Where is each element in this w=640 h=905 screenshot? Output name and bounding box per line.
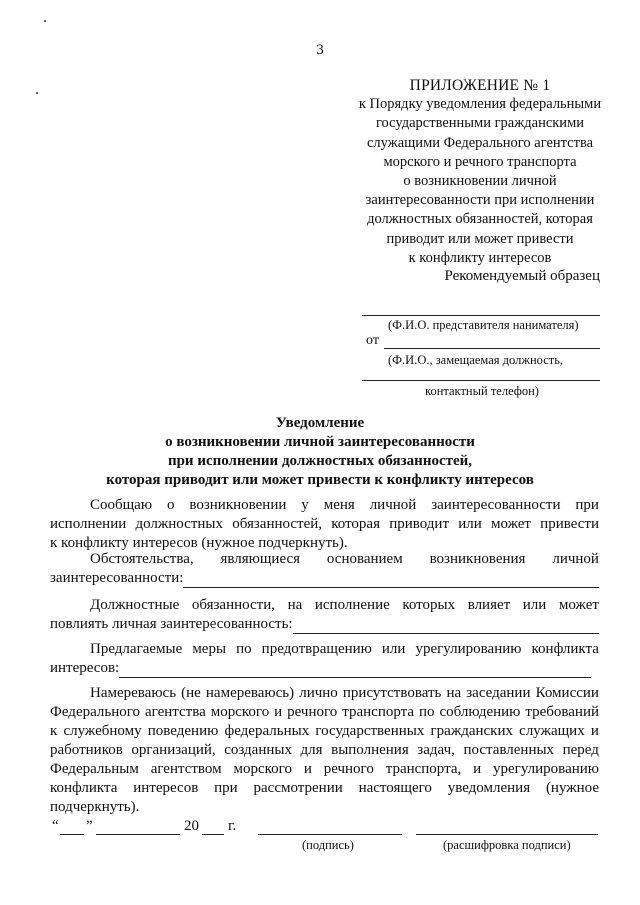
signature-decoding-caption: (расшифровка подписи) xyxy=(443,838,571,852)
word: личной xyxy=(552,551,599,567)
heading-line: о возникновении личной заинтересованности xyxy=(165,434,475,450)
word: конфликта xyxy=(531,641,599,657)
word: на xyxy=(446,685,462,701)
paragraph-line xyxy=(50,640,599,659)
word: на xyxy=(287,597,303,613)
page-number: 3 xyxy=(316,42,324,58)
employee-name-line[interactable] xyxy=(384,348,600,349)
word: личной xyxy=(369,497,417,513)
paragraph-line xyxy=(50,760,599,779)
word: о xyxy=(166,497,175,513)
paragraph-line xyxy=(50,515,599,534)
word: федеральных xyxy=(224,723,310,739)
paragraph-attendance xyxy=(50,684,599,817)
employee-position-caption: (Ф.И.О., замещаемая должность, xyxy=(388,353,564,367)
word: урегулированию xyxy=(493,761,599,777)
employer-name-line[interactable] xyxy=(362,315,600,316)
word: при xyxy=(575,497,599,513)
word: и xyxy=(274,704,283,720)
word: (нужное xyxy=(545,780,599,796)
word: служащих xyxy=(519,723,585,739)
word: к xyxy=(50,723,58,739)
word: соблюдению xyxy=(439,704,521,720)
paragraph-line xyxy=(50,550,599,569)
word: должностных xyxy=(135,516,223,532)
signature-caption: (подпись) xyxy=(302,838,354,852)
appendix-line: к Порядку уведомления федеральными xyxy=(358,96,602,113)
heading-line: которая приводит или может привести к конфликту интересов xyxy=(106,472,534,488)
appendix-line: к конфликту интересов xyxy=(408,249,552,266)
appendix-line: служащими Федерального агентства xyxy=(366,134,594,151)
word: речного xyxy=(323,761,374,777)
paragraph-line: к конфликту интересов (нужное подчеркнуть). xyxy=(50,535,348,551)
word: может xyxy=(490,516,531,532)
word: Федеральным xyxy=(50,761,139,777)
duties-label: повлиять личная заинтересованность: xyxy=(50,616,293,632)
word: настоящего xyxy=(358,780,432,796)
word: возникновения xyxy=(429,551,526,567)
notification-heading xyxy=(0,414,640,490)
word: поставленных xyxy=(463,742,555,758)
word: привести xyxy=(540,516,599,532)
appendix-title: ПРИЛОЖЕНИЕ № 1 xyxy=(409,77,551,94)
word: Федерального xyxy=(50,704,141,720)
paragraph-duties xyxy=(50,596,599,634)
word: исполнение xyxy=(314,597,390,613)
word: возникновении xyxy=(189,497,287,513)
word: которых xyxy=(402,597,456,613)
word: служебному xyxy=(63,723,142,739)
appendix-line: должностных обязанностей, которая xyxy=(367,211,593,228)
word: требований xyxy=(525,704,599,720)
word: задач, xyxy=(417,742,455,758)
date-open-quote: “ xyxy=(52,818,59,834)
word: Комиссии xyxy=(535,685,599,701)
contact-phone-caption: контактный телефон) xyxy=(425,384,539,398)
word: или xyxy=(458,516,482,532)
word: меры xyxy=(192,641,227,657)
word: транспорта, xyxy=(385,761,462,777)
measures-fill-line[interactable] xyxy=(119,663,591,678)
word: обязанностей, xyxy=(232,516,323,532)
signature-decoding-line[interactable] xyxy=(416,834,598,835)
word: приводит xyxy=(389,516,450,532)
word: интересов xyxy=(133,780,199,796)
paragraph-measures xyxy=(50,640,599,678)
paragraph-line xyxy=(50,779,599,798)
paragraph-line xyxy=(50,496,599,515)
word: урегулированию xyxy=(415,641,522,657)
word: морского xyxy=(210,704,270,720)
paragraph-line xyxy=(50,741,599,760)
word: являющиеся xyxy=(220,551,301,567)
word: организаций, xyxy=(131,742,216,758)
word: и xyxy=(590,723,599,739)
date-close-quote: ” xyxy=(86,818,93,834)
word: или xyxy=(522,597,547,613)
word: (не xyxy=(181,685,201,701)
paragraph-line xyxy=(50,569,599,588)
word: лично xyxy=(299,685,338,701)
date-month-line[interactable] xyxy=(96,834,180,835)
paragraph-line: подчеркнуть). xyxy=(50,799,140,815)
word: рассмотрении xyxy=(253,780,343,796)
word: Должностные xyxy=(90,597,180,613)
heading-line: при исполнении должностных обязанностей, xyxy=(167,453,473,469)
word: может xyxy=(558,597,599,613)
appendix-line: заинтересованности при исполнении xyxy=(365,192,595,209)
paragraph-line xyxy=(50,703,599,722)
appendix-line: приводит или может привести xyxy=(386,230,574,247)
appendix-block xyxy=(330,76,630,268)
word: созданных xyxy=(224,742,292,758)
word: по xyxy=(419,704,435,720)
word: перед xyxy=(562,742,599,758)
appendix-line: о возникновении личной xyxy=(403,173,557,190)
word: исполнении xyxy=(50,516,127,532)
word: заинтересованности xyxy=(431,497,561,513)
contact-phone-line[interactable] xyxy=(362,380,600,381)
scan-speck xyxy=(44,20,46,22)
date-year-prefix: 20 xyxy=(184,818,199,834)
word: транспорта xyxy=(342,704,415,720)
word: основанием xyxy=(326,551,403,567)
paragraph-line xyxy=(50,684,599,703)
word: агентства xyxy=(144,704,206,720)
date-day-line[interactable] xyxy=(60,834,84,835)
word: поведению xyxy=(147,723,219,739)
word: или xyxy=(381,641,406,657)
word: предотвращению xyxy=(261,641,372,657)
measures-label: интересов: xyxy=(50,660,120,676)
word: и xyxy=(303,761,312,777)
paragraph-notice xyxy=(50,496,599,553)
paragraph-line xyxy=(50,659,599,678)
paragraph-circumstances xyxy=(50,550,599,588)
word: Предлагаемые xyxy=(90,641,183,657)
word: для xyxy=(300,742,323,758)
word: выполнения xyxy=(331,742,409,758)
word: работников xyxy=(50,742,123,758)
duties-fill-line[interactable] xyxy=(293,619,599,634)
word: влияет xyxy=(467,597,511,613)
word: присутствовать xyxy=(342,685,442,701)
word: по xyxy=(236,641,252,657)
paragraph-line xyxy=(50,615,599,634)
employer-caption: (Ф.И.О. представителя нанимателя) xyxy=(388,318,579,332)
word: и xyxy=(473,761,482,777)
word: обязанности, xyxy=(191,597,276,613)
word: государственных xyxy=(315,723,425,739)
circumstances-label: заинтересованности: xyxy=(50,570,184,586)
word: заседании xyxy=(466,685,531,701)
heading-line: Уведомление xyxy=(275,415,365,431)
paragraph-line xyxy=(50,596,599,615)
word: Намереваюсь xyxy=(90,685,177,701)
date-year-line[interactable] xyxy=(202,834,224,835)
circumstances-fill-line[interactable] xyxy=(183,573,599,588)
word: при xyxy=(214,780,238,796)
scan-speck xyxy=(36,92,38,94)
from-label: от xyxy=(366,333,379,348)
date-year-suffix: г. xyxy=(228,818,237,834)
appendix-line: государственными гражданскими xyxy=(375,115,585,132)
word: Сообщаю xyxy=(90,497,153,513)
word: гражданских xyxy=(430,723,513,739)
word: агентством xyxy=(150,761,222,777)
word: у xyxy=(301,497,309,513)
word: которая xyxy=(331,516,380,532)
word: уведомления xyxy=(447,780,531,796)
appendix-line: морского и речного транспорта xyxy=(383,153,577,170)
word: конфликта xyxy=(50,780,118,796)
paragraph-line xyxy=(50,722,599,741)
word: Обстоятельства, xyxy=(90,551,194,567)
word: морского xyxy=(233,761,292,777)
recommended-sample-label: Рекомендуемый образец xyxy=(444,268,600,284)
word: намереваюсь) xyxy=(205,685,295,701)
signature-line[interactable] xyxy=(258,834,402,835)
word: речного xyxy=(287,704,338,720)
word: меня xyxy=(323,497,355,513)
